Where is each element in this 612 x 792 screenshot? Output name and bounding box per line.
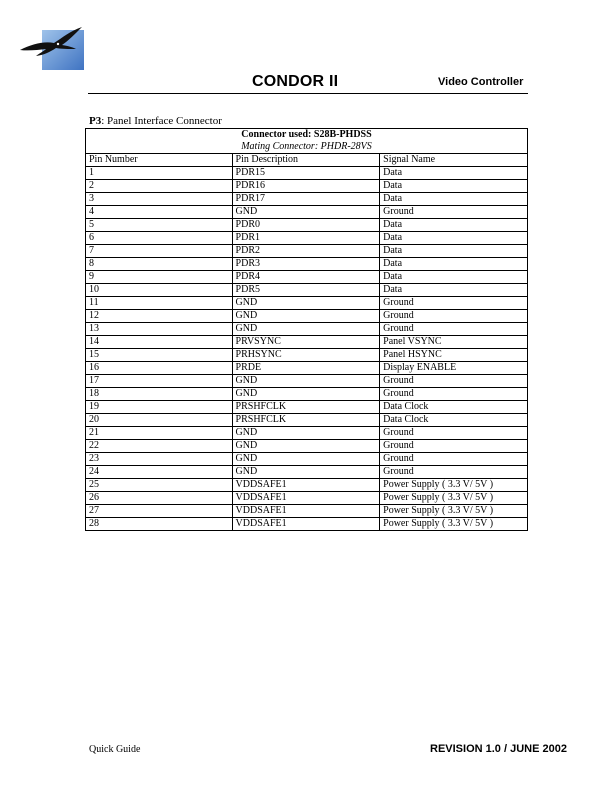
- pin-number-cell: 5: [86, 219, 233, 232]
- table-row: [86, 167, 528, 180]
- pin-description-cell: GND: [232, 310, 380, 323]
- pin-description-cell: PDR17: [232, 193, 380, 206]
- signal-name-cell: Data: [380, 193, 528, 206]
- mating-row: [86, 141, 528, 154]
- document-title: CONDOR II: [252, 73, 339, 90]
- table-row: [86, 518, 528, 531]
- pin-number-cell: 26: [86, 492, 233, 505]
- pin-description-cell: PRHSYNC: [232, 349, 380, 362]
- pin-description-cell: PDR3: [232, 258, 380, 271]
- pin-number-cell: 12: [86, 310, 233, 323]
- pin-number-cell: 2: [86, 180, 233, 193]
- header-divider: [88, 93, 528, 94]
- pin-table: [85, 128, 528, 531]
- pin-number-cell: 6: [86, 232, 233, 245]
- pin-description-cell: GND: [232, 388, 380, 401]
- pin-description-cell: GND: [232, 427, 380, 440]
- pin-number-cell: 19: [86, 401, 233, 414]
- table-row: [86, 375, 528, 388]
- pin-number-cell: 28: [86, 518, 233, 531]
- signal-name-cell: Ground: [380, 466, 528, 479]
- header-pin-number: Pin Number: [86, 154, 233, 167]
- pin-description-cell: PDR2: [232, 245, 380, 258]
- table-row: [86, 336, 528, 349]
- pin-number-cell: 7: [86, 245, 233, 258]
- section-caption: [89, 115, 222, 127]
- pin-description-cell: PRSHFCLK: [232, 414, 380, 427]
- table-row: [86, 388, 528, 401]
- signal-name-cell: Data: [380, 219, 528, 232]
- signal-name-cell: Data: [380, 167, 528, 180]
- table-row: [86, 232, 528, 245]
- pin-number-cell: 8: [86, 258, 233, 271]
- pin-number-cell: 22: [86, 440, 233, 453]
- table-header-row: [86, 154, 528, 167]
- signal-name-cell: Ground: [380, 440, 528, 453]
- table-row: [86, 492, 528, 505]
- pin-description-cell: PRSHFCLK: [232, 401, 380, 414]
- pin-number-cell: 11: [86, 297, 233, 310]
- signal-name-cell: Ground: [380, 453, 528, 466]
- signal-name-cell: Data Clock: [380, 401, 528, 414]
- pin-number-cell: 14: [86, 336, 233, 349]
- footer-revision: REVISION 1.0 / JUNE 2002: [430, 743, 567, 755]
- pin-description-cell: PDR15: [232, 167, 380, 180]
- table-row: [86, 440, 528, 453]
- signal-name-cell: Ground: [380, 388, 528, 401]
- signal-name-cell: Panel HSYNC: [380, 349, 528, 362]
- pin-description-cell: VDDSAFE1: [232, 505, 380, 518]
- table-row: [86, 297, 528, 310]
- signal-name-cell: Display ENABLE: [380, 362, 528, 375]
- table-row: [86, 414, 528, 427]
- signal-name-cell: Power Supply ( 3.3 V/ 5V ): [380, 505, 528, 518]
- signal-name-cell: Ground: [380, 310, 528, 323]
- table-row: [86, 427, 528, 440]
- signal-name-cell: Data Clock: [380, 414, 528, 427]
- pin-number-cell: 1: [86, 167, 233, 180]
- signal-name-cell: Power Supply ( 3.3 V/ 5V ): [380, 479, 528, 492]
- pin-description-cell: PDR4: [232, 271, 380, 284]
- pin-description-cell: GND: [232, 440, 380, 453]
- table-row: [86, 310, 528, 323]
- pin-description-cell: VDDSAFE1: [232, 479, 380, 492]
- section-title: : Panel Interface Connector: [101, 115, 222, 127]
- eagle-logo-icon: [18, 22, 86, 70]
- table-row: [86, 180, 528, 193]
- table-row: [86, 219, 528, 232]
- pin-number-cell: 13: [86, 323, 233, 336]
- connector-row: [86, 129, 528, 142]
- signal-name-cell: Ground: [380, 206, 528, 219]
- pin-number-cell: 27: [86, 505, 233, 518]
- pin-number-cell: 4: [86, 206, 233, 219]
- pin-description-cell: PDR1: [232, 232, 380, 245]
- pin-description-cell: GND: [232, 375, 380, 388]
- pin-number-cell: 23: [86, 453, 233, 466]
- signal-name-cell: Ground: [380, 427, 528, 440]
- pin-description-cell: PDR5: [232, 284, 380, 297]
- signal-name-cell: Ground: [380, 323, 528, 336]
- table-row: [86, 271, 528, 284]
- table-row: [86, 193, 528, 206]
- pin-description-cell: PDR16: [232, 180, 380, 193]
- header-pin-description: Pin Description: [232, 154, 380, 167]
- table-row: [86, 505, 528, 518]
- signal-name-cell: Ground: [380, 375, 528, 388]
- table-row: [86, 258, 528, 271]
- signal-name-cell: Data: [380, 180, 528, 193]
- signal-name-cell: Power Supply ( 3.3 V/ 5V ): [380, 492, 528, 505]
- table-row: [86, 479, 528, 492]
- mating-connector: Mating Connector: PHDR-28VS: [86, 141, 528, 154]
- pin-number-cell: 9: [86, 271, 233, 284]
- signal-name-cell: Power Supply ( 3.3 V/ 5V ): [380, 518, 528, 531]
- connector-used: Connector used: S28B-PHDSS: [86, 129, 528, 142]
- pin-description-cell: VDDSAFE1: [232, 518, 380, 531]
- table-row: [86, 401, 528, 414]
- pin-number-cell: 3: [86, 193, 233, 206]
- signal-name-cell: Data: [380, 232, 528, 245]
- pin-number-cell: 16: [86, 362, 233, 375]
- pin-description-cell: PDR0: [232, 219, 380, 232]
- footer-left: Quick Guide: [89, 744, 141, 755]
- pin-description-cell: PRVSYNC: [232, 336, 380, 349]
- pin-description-cell: GND: [232, 297, 380, 310]
- pin-description-cell: GND: [232, 206, 380, 219]
- table-row: [86, 284, 528, 297]
- header-signal-name: Signal Name: [380, 154, 528, 167]
- signal-name-cell: Data: [380, 271, 528, 284]
- table-row: [86, 206, 528, 219]
- signal-name-cell: Data: [380, 258, 528, 271]
- signal-name-cell: Ground: [380, 297, 528, 310]
- pin-description-cell: GND: [232, 323, 380, 336]
- document-subtitle: Video Controller: [438, 76, 524, 88]
- pin-number-cell: 17: [86, 375, 233, 388]
- table-row: [86, 362, 528, 375]
- pin-description-cell: PRDE: [232, 362, 380, 375]
- table-row: [86, 466, 528, 479]
- pin-number-cell: 20: [86, 414, 233, 427]
- signal-name-cell: Panel VSYNC: [380, 336, 528, 349]
- table-row: [86, 349, 528, 362]
- pin-description-cell: VDDSAFE1: [232, 492, 380, 505]
- signal-name-cell: Data: [380, 284, 528, 297]
- table-row: [86, 323, 528, 336]
- signal-name-cell: Data: [380, 245, 528, 258]
- pin-description-cell: GND: [232, 453, 380, 466]
- pin-number-cell: 15: [86, 349, 233, 362]
- pin-description-cell: GND: [232, 466, 380, 479]
- pin-number-cell: 21: [86, 427, 233, 440]
- pin-number-cell: 18: [86, 388, 233, 401]
- pin-number-cell: 25: [86, 479, 233, 492]
- pin-number-cell: 24: [86, 466, 233, 479]
- table-row: [86, 245, 528, 258]
- pin-number-cell: 10: [86, 284, 233, 297]
- section-label: P3: [89, 115, 102, 127]
- table-row: [86, 453, 528, 466]
